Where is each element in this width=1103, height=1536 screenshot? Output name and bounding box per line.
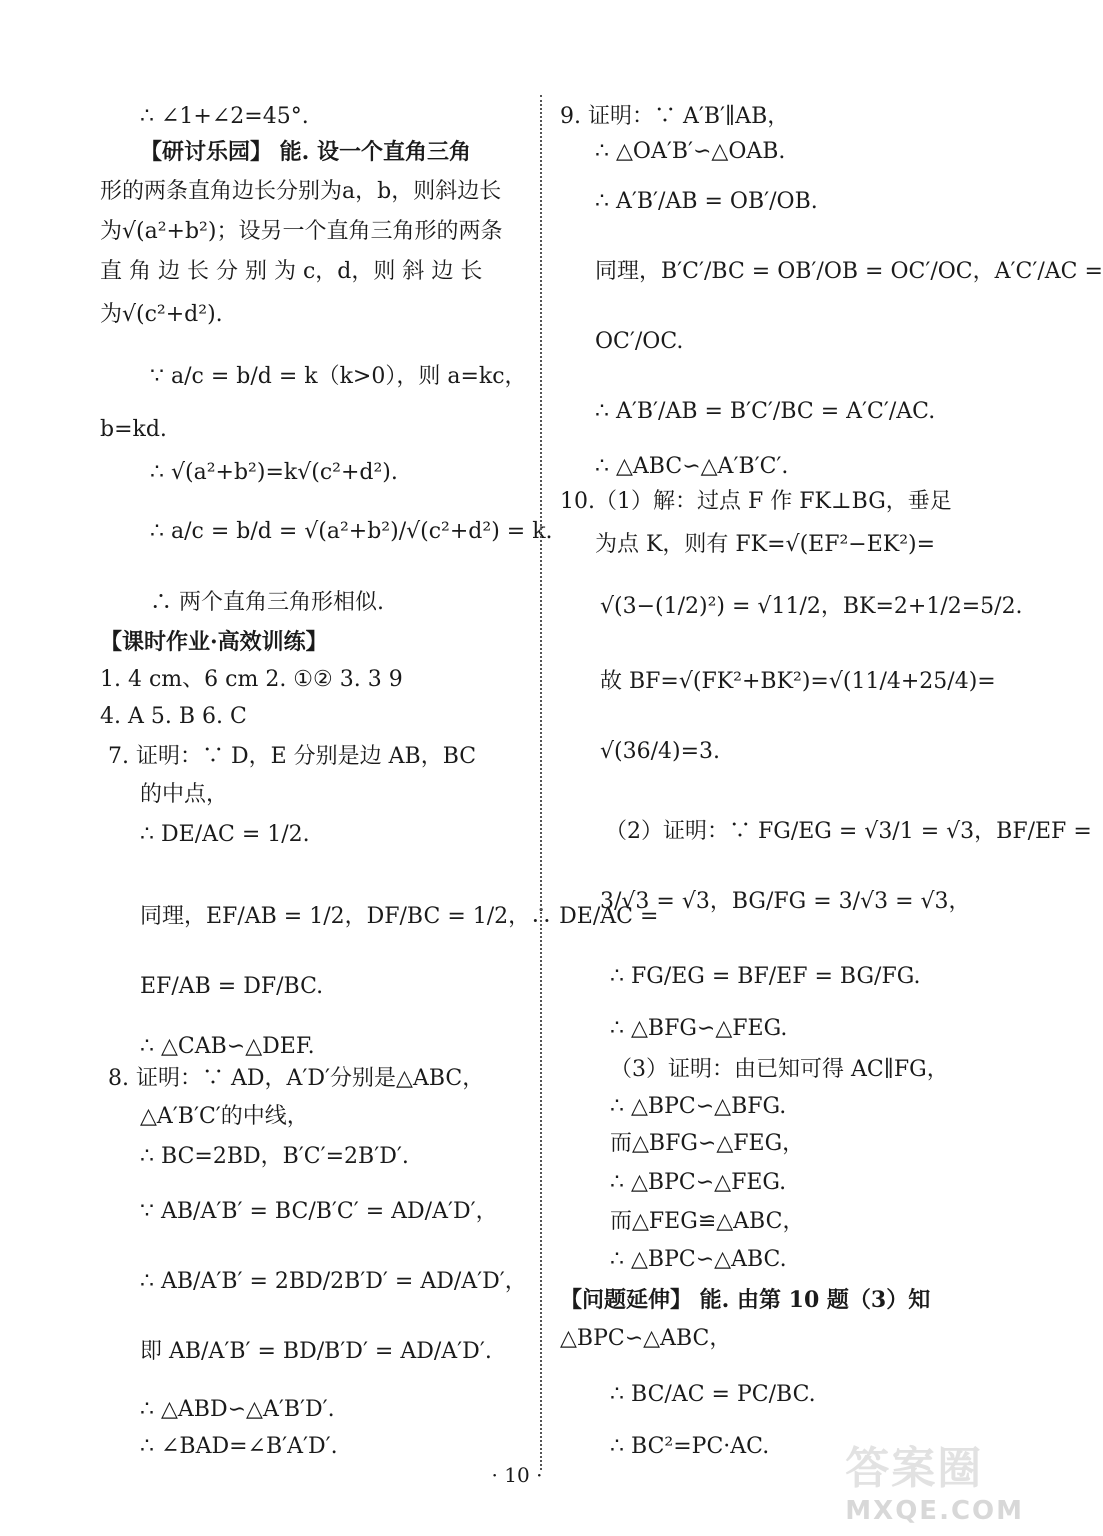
right-line-17: （3）证明：由已知可得 AC∥FG， [610,1057,949,1082]
left-line-15: 7. 证明：∵ D，E 分别是边 AB，BC [108,744,477,769]
left-line-9: ∴ √(a²+b²)=k√(c²+d²). [150,460,398,485]
right-line-6: ∴ A′B′/AB = B′C′/BC = A′C′/AC. [595,399,936,424]
right-line-19: 而△BFG∽△FEG， [610,1131,805,1156]
left-line-3: 形的两条直角边长分别为a，b，则斜边长 [100,179,502,204]
right-line-16: ∴ △BFG∽△FEG. [610,1016,788,1041]
right-line-24: △BPC∽△ABC， [560,1326,732,1351]
right-line-3: ∴ A′B′/AB = OB′/OB. [595,189,818,214]
right-line-15: ∴ FG/EG = BF/EF = BG/FG. [610,964,921,989]
left-line-1: ∴ ∠1+∠2=45°. [140,104,309,129]
right-line-13: （2）证明：∵ FG/EG = √3/1 = √3，BF/EF = [605,819,1092,844]
left-line-25: ∴ AB/A′B′ = 2BD/2B′D′ = AD/A′D′， [140,1269,527,1294]
right-line-12: √(36/4)=3. [600,739,721,764]
right-line-18: ∴ △BPC∽△BFG. [610,1094,787,1119]
right-line-4: 同理，B′C′/BC = OB′/OB = OC′/OC，A′C′/AC = [595,259,1103,284]
left-line-5: 直 角 边 长 分 别 为 c，d，则 斜 边 长 [100,259,483,284]
left-line-27: ∴ △ABD∽△A′B′D′. [140,1397,335,1422]
right-line-7: ∴ △ABC∽△A′B′C′. [595,454,789,479]
left-line-22: △A′B′C′的中线， [140,1104,309,1129]
right-line-23: 【问题延伸】 能. 由第 10 题（3）知 [560,1287,931,1313]
page-number: · 10 · [491,1463,543,1487]
right-column [560,0,1103,1470]
right-line-8: 10.（1）解：过点 F 作 FK⊥BG，垂足 [560,489,952,514]
right-line-21: 而△FEG≌△ABC， [610,1209,805,1234]
watermark-logo: 答案圈 MXQE.COM [845,1443,1024,1526]
right-line-1: 9. 证明：∵ A′B′∥AB， [560,104,790,129]
left-line-2: 【研讨乐园】 能. 设一个直角三角 [140,139,471,165]
left-line-19: EF/AB = DF/BC. [140,974,324,999]
left-line-14: 4. A 5. B 6. C [100,704,247,729]
left-line-16: 的中点， [140,782,229,807]
left-line-4: 为√(a²+b²)；设另一个直角三角形的两条 [100,219,503,244]
right-line-20: ∴ △BPC∽△FEG. [610,1170,787,1195]
left-line-20: ∴ △CAB∽△DEF. [140,1034,315,1059]
column-divider [540,95,542,1470]
left-line-7: ∵ a/c = b/d = k（k>0），则 a=kc， [150,364,527,389]
right-line-22: ∴ △BPC∽△ABC. [610,1247,787,1272]
left-line-6: 为√(c²+d²). [100,302,223,327]
left-line-10: ∴ a/c = b/d = √(a²+b²)/√(c²+d²) = k. [150,519,553,544]
right-line-2: ∴ △OA′B′∽△OAB. [595,139,786,164]
left-line-21: 8. 证明：∵ AD，A′D′分别是△ABC， [108,1066,485,1091]
left-line-24: ∵ AB/A′B′ = BC/B′C′ = AD/A′D′， [140,1199,498,1224]
left-line-12: 【课时作业·高效训练】 [100,629,328,655]
left-line-26: 即 AB/A′B′ = BD/B′D′ = AD/A′D′. [140,1339,492,1364]
right-line-5: OC′/OC. [595,329,684,354]
right-line-25: ∴ BC/AC = PC/BC. [610,1382,816,1407]
right-line-9: 为点 K，则有 FK=√(EF²−EK²)= [595,532,936,557]
left-line-17: ∴ DE/AC = 1/2. [140,822,310,847]
left-line-13: 1. 4 cm、6 cm 2. ①② 3. 3 9 [100,667,403,692]
right-line-10: √(3−(1/2)²) = √11/2，BK=2+1/2=5/2. [600,594,1023,619]
left-line-23: ∴ BC=2BD，B′C′=2B′D′. [140,1144,409,1169]
left-line-11: ∴ 两个直角三角形相似. [150,590,384,615]
right-line-26: ∴ BC²=PC·AC. [610,1434,770,1459]
left-line-18: 同理，EF/AB = 1/2，DF/BC = 1/2，∴ DE/AC = [140,904,659,929]
right-line-14: 3/√3 = √3，BG/FG = 3/√3 = √3， [600,889,971,914]
left-line-28: ∴ ∠BAD=∠B′A′D′. [140,1434,338,1459]
right-line-11: 故 BF=√(FK²+BK²)=√(11/4+25/4)= [600,669,996,694]
left-line-8: b=kd. [100,417,167,442]
